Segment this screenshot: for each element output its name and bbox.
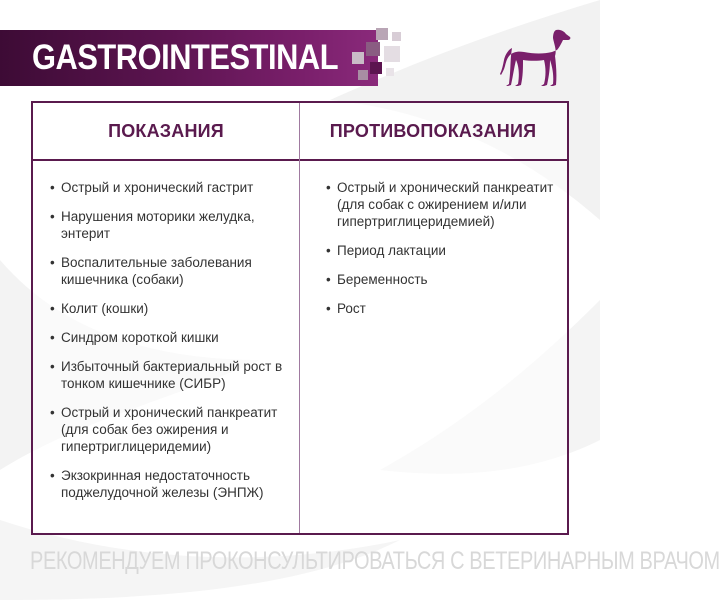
column-divider <box>299 103 300 533</box>
title-banner <box>0 30 378 86</box>
list-item: • Колит (кошки) <box>50 300 290 317</box>
list-item: • Избыточный бактериальный рост в тонком кишечнике (СИБР) <box>50 358 290 392</box>
decorative-squares-icon <box>340 26 420 88</box>
contraindications-list <box>326 179 556 329</box>
indications-heading: ПОКАЗАНИЯ <box>108 121 224 141</box>
banner-title: GASTROINTESTINAL <box>32 38 339 77</box>
indications-list <box>50 179 290 513</box>
footer-recommendation: РЕКОМЕНДУЕМ ПРОКОНСУЛЬТИРОВАТЬСЯ С ВЕТЕРИНАРНЫМ ВРАЧОМ <box>30 547 720 575</box>
list-item: • Острый и хронический панкреатит (для собак с ожирением и/или гипертриглицеридемией) <box>326 179 556 230</box>
list-item: • Беременность <box>326 271 556 288</box>
list-item: • Нарушения моторики желудка, энтерит <box>50 208 290 242</box>
list-item: • Период лактации <box>326 242 556 259</box>
list-item: • Синдром короткой кишки <box>50 329 290 346</box>
list-item: • Воспалительные заболевания кишечника (собаки) <box>50 254 290 288</box>
list-item: • Острый и хронический панкреатит (для собак без ожирения и гипертриглицеридемии) <box>50 404 290 455</box>
list-item: • Рост <box>326 300 556 317</box>
dog-icon <box>500 28 572 88</box>
indications-table <box>31 101 569 535</box>
list-item: • Острый и хронический гастрит <box>50 179 290 196</box>
list-item: • Экзокринная недостаточность поджелудочной железы (ЭНПЖ) <box>50 467 290 501</box>
contraindications-heading: ПРОТИВОПОКАЗАНИЯ <box>329 121 537 141</box>
